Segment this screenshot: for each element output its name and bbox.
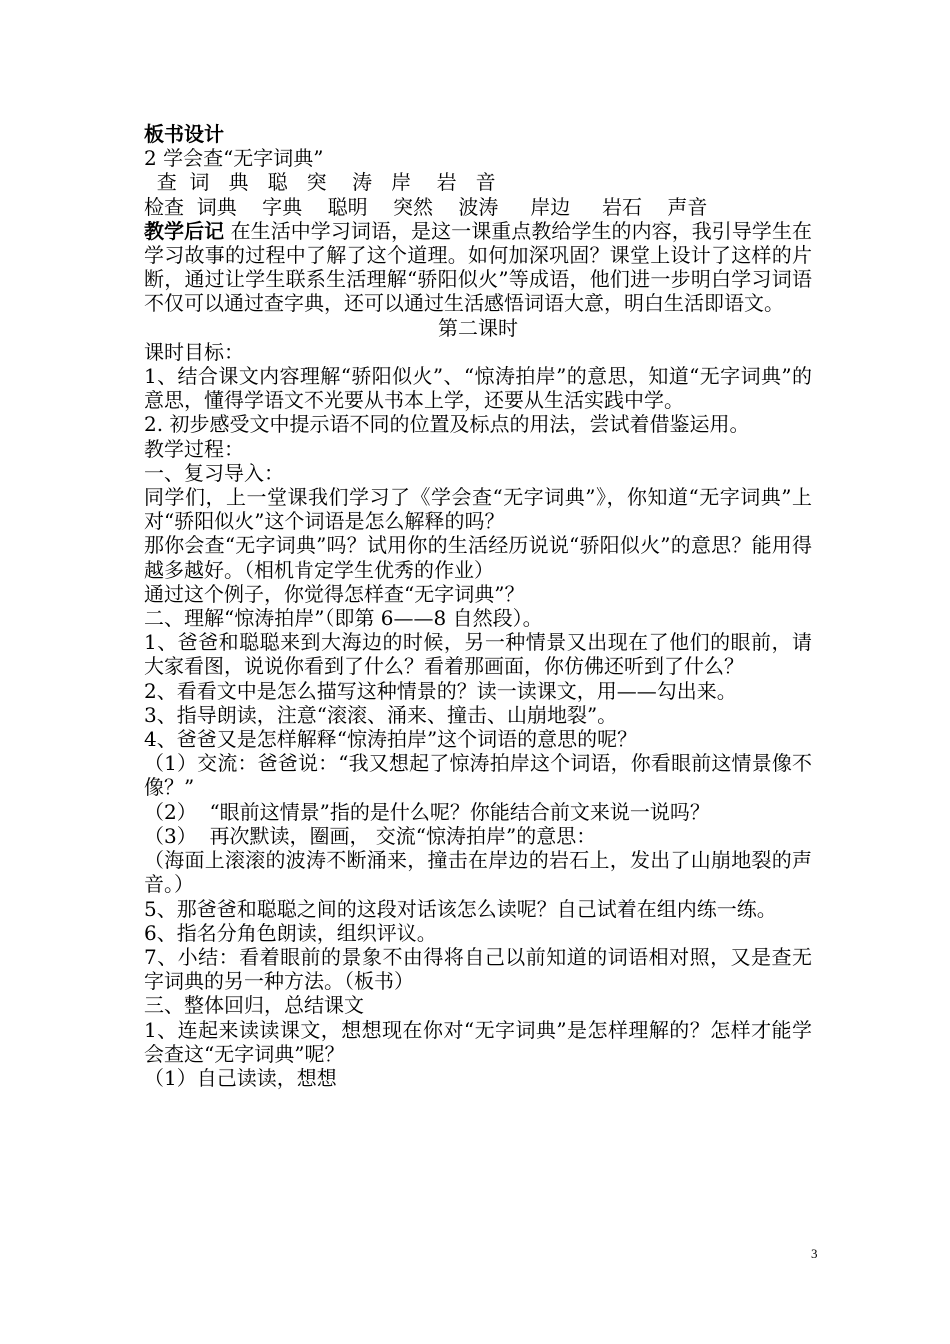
- board-title: 2 学会查“无字词典”: [144, 146, 324, 171]
- section-2-item-2: 2、看看文中是怎么描写这种情景的？读一读课文，用——勾出来。: [144, 678, 737, 703]
- reflection-text: 在生活中学习词语，是这一课重点教给学生的内容，我引导学生在学习故事的过程中了解了这个道理。如何加深巩固？课堂上设计了这样的片断，通过让学生联系生活理解“骄阳似火”等成语，他们进一步明白学习词语不仅可以通过查字典，还可以通过生活感悟词语大意，明白生活即语文。: [144, 218, 813, 316]
- section-2-item-7: 7、小结：看着眼前的景象不由得将自己以前知道的词语相对照，又是查无字词典的另一种方法。（板书）: [144, 944, 812, 994]
- section-2-item-3: 3、指导朗读，注意“滚滚、涌来、撞击、山崩地裂”。: [144, 702, 618, 727]
- section-2-item-4-sub-2: （2） “眼前这情景”指的是什么呢？你能结合前文来说一说吗？: [144, 799, 710, 824]
- section-2-item-4-sub-4: （海面上滚滚的波涛不断涌来，撞击在岸边的岩石上，发出了山崩地裂的声音。）: [144, 848, 812, 897]
- section-2-item-1: 1、爸爸和聪聪来到大海边的时候，另一种情景又出现在了他们的眼前，请大家看图，说说你看到了什么？看着那画面，你仿佛还听到了什么？: [144, 630, 812, 679]
- section-1-paragraph-1: 同学们，上一堂课我们学习了《学会查“无字词典”》，你知道“无字词典”上对“骄阳似火”这个词语是怎么解释的吗？: [144, 485, 812, 534]
- section-3-item-1-sub-1: （1）自己读读，想想: [144, 1065, 337, 1090]
- process-label: 教学过程：: [144, 436, 244, 461]
- goal-1: 1、结合课文内容理解“骄阳似火”、“惊涛拍岸”的意思，知道“无字词典”的意思，懂得学语文不光要从书本上学，还要从生活实践中学。: [144, 364, 812, 413]
- section-1-title: 一、复习导入：: [144, 460, 284, 485]
- section-2-item-5: 5、那爸爸和聪聪之间的这段对话该怎么读呢？自己试着在组内练一练。: [144, 896, 777, 921]
- page-body: [144, 122, 812, 1090]
- section-2-item-6: 6、指名分角色朗读，组织评议。: [144, 920, 437, 945]
- goals-label: 课时目标：: [144, 339, 244, 364]
- section-3-item-1: 1、连起来读读课文，想想现在你对“无字词典”是怎样理解的？怎样才能学会查这“无字词典”呢？: [144, 1017, 812, 1066]
- board-design-heading: 板书设计: [144, 122, 224, 146]
- section-1-paragraph-2: 那你会查“无字词典”吗？试用你的生活经历说说“骄阳似火”的意思？能用得越多越好。（相机肯定学生优秀的作业）: [144, 533, 812, 582]
- section-1-paragraph-3: 通过这个例子，你觉得怎样查“无字词典”？: [144, 581, 525, 606]
- teaching-reflection: [144, 219, 812, 316]
- section-2-item-4: 4、爸爸又是怎样解释“惊涛拍岸”这个词语的意思的呢？: [144, 727, 638, 752]
- board-characters: 查 词 典 聪 突 涛 岸 岩 音: [144, 170, 496, 195]
- goal-2: 2. 初步感受文中提示语不同的位置及标点的用法，尝试着借鉴运用。: [144, 412, 750, 437]
- board-words: 检查 词典 字典 聪明 突然 波涛 岸边 岩石 声音: [144, 194, 708, 219]
- section-2-title: 二、理解“惊涛拍岸”（即第 6——8 自然段）。: [144, 606, 543, 631]
- lesson2-title: 第二课时: [438, 315, 518, 340]
- page-number: 3: [811, 1246, 818, 1261]
- section-2-item-4-sub-3: （3） 再次默读，圈画， 交流“惊涛拍岸”的意思：: [144, 823, 597, 848]
- reflection-label: 教学后记: [144, 218, 225, 243]
- section-3-title: 三、整体回归，总结课文: [144, 993, 364, 1018]
- section-2-item-4-sub-1: （1）交流：爸爸说：“我又想起了惊涛拍岸这个词语，你看眼前这情景像不像？”: [144, 751, 812, 800]
